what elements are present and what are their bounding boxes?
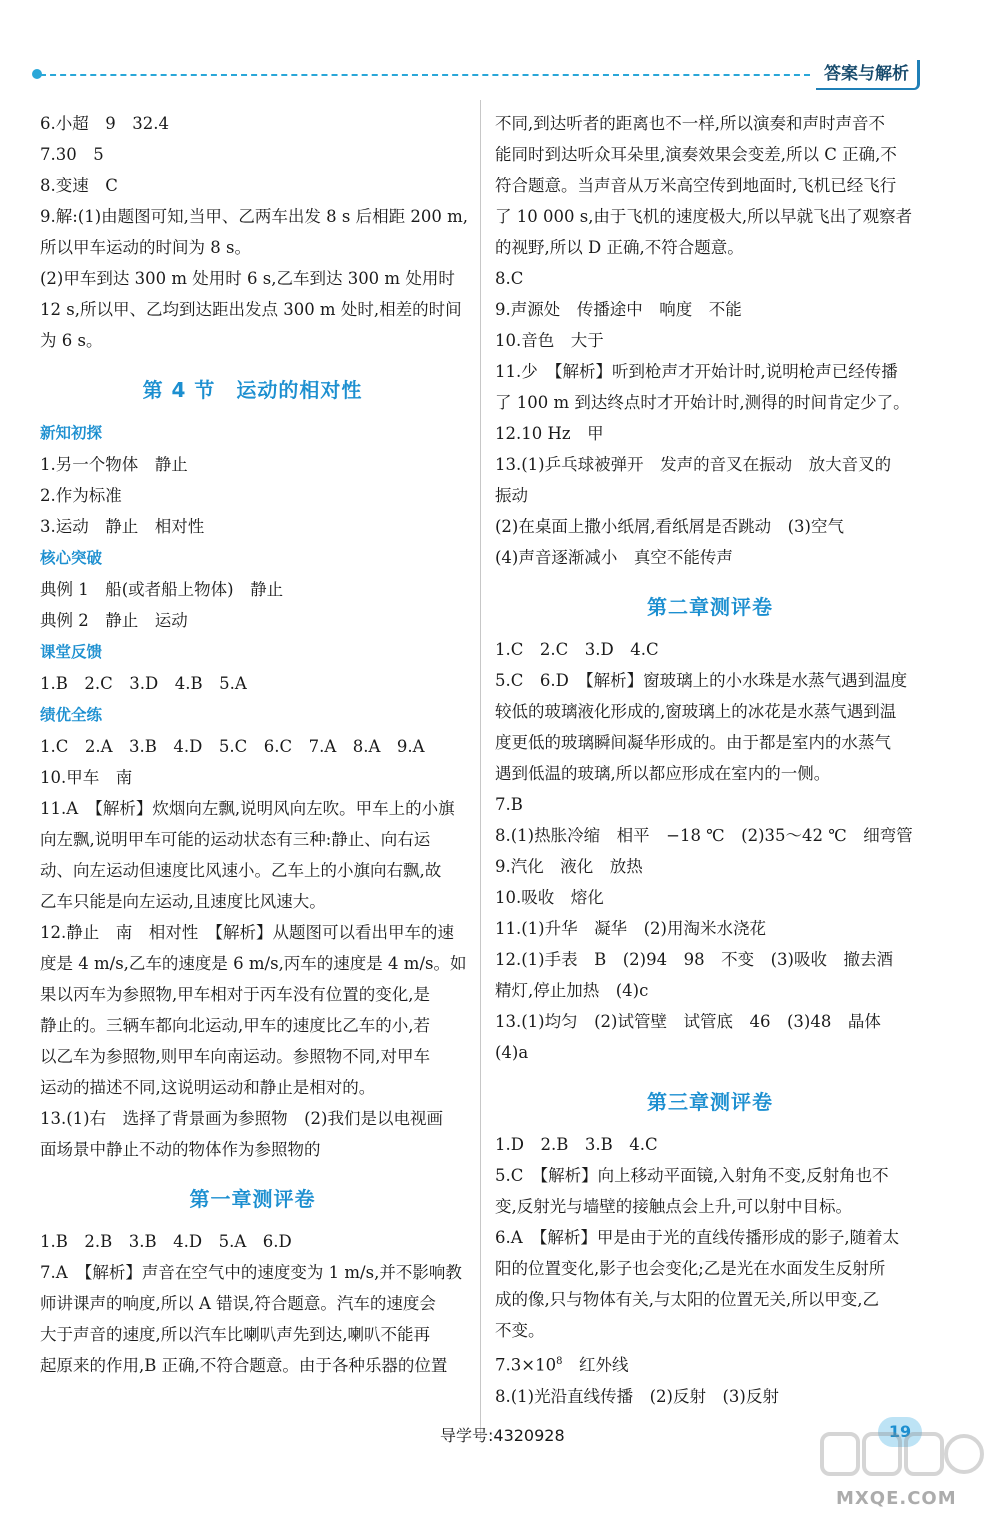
- answer-line: 6.小超 9 32.4: [40, 114, 169, 133]
- answer-line: 7.B: [495, 795, 523, 814]
- answer-line: (2)在桌面上撒小纸屑,看纸屑是否跳动 (3)空气: [495, 517, 844, 536]
- guide-number: 导学号:4320928: [440, 1426, 565, 1445]
- answer-line: 5.C 6.D 【解析】窗玻璃上的小水珠是水蒸气遇到温度: [495, 671, 908, 690]
- section-title: 第 4 节 运动的相对性: [142, 378, 363, 402]
- answer-line: 5.C 【解析】向上移动平面镜,入射角不变,反射角也不: [495, 1166, 889, 1185]
- watermark-text: MXQE.COM: [836, 1488, 957, 1509]
- exponent: 8: [556, 1356, 563, 1367]
- answer-line: 1.B 2.B 3.B 4.D 5.A 6.D: [40, 1232, 292, 1251]
- answers-block-top: [40, 108, 468, 356]
- answer-line: 起原来的作用,B 正确,不符合题意。由于各种乐器的位置: [40, 1356, 448, 1375]
- section-title: 第一章测评卷: [189, 1187, 316, 1211]
- answer-text: 红外线: [562, 1355, 629, 1375]
- subsection-heading: 课堂反馈: [40, 643, 103, 661]
- answer-line: 1.D 2.B 3.B 4.C: [495, 1135, 658, 1154]
- answer-line: 10.音色 大于: [495, 331, 604, 350]
- answer-line: 8.C: [495, 269, 524, 288]
- left-column: [40, 108, 468, 1381]
- answer-line: 6.A 【解析】甲是由于光的直线传播形成的影子,随着太: [495, 1228, 900, 1247]
- answer-line: 阳的位置变化,影子也会变化;乙是光在水面发生反射所: [495, 1259, 886, 1278]
- answer-line: 果以丙车为参照物,甲车相对于丙车没有位置的变化,是: [40, 985, 430, 1004]
- answer-line: 9.声源处 传播途中 响度 不能: [495, 300, 742, 319]
- answer-line: 1.B 2.C 3.D 4.B 5.A: [40, 674, 247, 693]
- answer-line: 不同,到达听者的距离也不一样,所以演奏和声时声音不: [495, 114, 885, 133]
- answer-line: 13.(1)右 选择了背景画为参照物 (2)我们是以电视画: [40, 1109, 443, 1128]
- answer-line: (2)甲车到达 300 m 处用时 6 s,乙车到达 300 m 处用时: [40, 269, 455, 288]
- answer-line: 运动的描述不同,这说明运动和静止是相对的。: [40, 1078, 376, 1097]
- answer-line: 9.解:(1)由题图可知,当甲、乙两车出发 8 s 后相距 200 m,: [40, 207, 468, 226]
- answer-line: 遇到低温的玻璃,所以都应形成在室内的一侧。: [495, 764, 831, 783]
- answer-line: (4)a: [495, 1043, 529, 1062]
- answer-line: 能同时到达听众耳朵里,演奏效果会变差,所以 C 正确,不: [495, 145, 897, 164]
- answer-line: 度更低的玻璃瞬间凝华形成的。由于都是室内的水蒸气: [495, 733, 891, 752]
- answer-line: 师讲课声的响度,所以 A 错误,符合题意。汽车的速度会: [40, 1294, 436, 1313]
- answer-line: 13.(1)均匀 (2)试管壁 试管底 46 (3)48 晶体: [495, 1012, 881, 1031]
- answer-line: 了 10 000 s,由于飞机的速度极大,所以早就飞出了观察者: [495, 207, 913, 226]
- answer-line: 度是 4 m/s,乙车的速度是 6 m/s,丙车的速度是 4 m/s。如: [40, 954, 467, 973]
- answer-line: 成的像,只与物体有关,与太阳的位置无关,所以甲变,乙: [495, 1290, 879, 1309]
- section-title: 第三章测评卷: [647, 1090, 773, 1114]
- answer-line: 1.C 2.C 3.D 4.C: [495, 640, 659, 659]
- answer-line: 典例 1 船(或者船上物体) 静止: [40, 580, 284, 599]
- answer-line: 8.(1)光沿直线传播 (2)反射 (3)反射: [495, 1386, 779, 1406]
- answer-line: 3.运动 静止 相对性: [40, 517, 205, 536]
- answer-line: 12.静止 南 相对性 【解析】从题图可以看出甲车的速: [40, 923, 454, 942]
- answer-line: 10.吸收 熔化: [495, 888, 604, 907]
- answer-line: 向左飘,说明甲车可能的运动状态有三种:静止、向右运: [40, 830, 431, 849]
- answer-line: 10.甲车 南: [40, 768, 133, 787]
- subsection-heading: 核心突破: [40, 549, 103, 567]
- page-number: 19: [878, 1417, 922, 1447]
- answer-line: 所以甲车运动的时间为 8 s。: [40, 238, 251, 257]
- answer-line: (4)声音逐渐减小 真空不能传声: [495, 548, 733, 567]
- answer-line: 静止的。三辆车都向北运动,甲车的速度比乙车的小,若: [40, 1016, 430, 1035]
- header-tag: 答案与解析: [816, 60, 920, 90]
- answer-line: 符合题意。当声音从万米高空传到地面时,飞机已经飞行: [495, 176, 897, 195]
- answer-line: 13.(1)乒乓球被弹开 发声的音叉在振动 放大音叉的: [495, 455, 892, 474]
- answer-line: 2.作为标准: [40, 486, 122, 505]
- answer-line: 了 100 m 到达终点时才开始计时,测得的时间肯定少了。: [495, 393, 910, 412]
- answer-line: 7.30 5: [40, 145, 104, 164]
- answer-line: 乙车只能是向左运动,且速度比风速大。: [40, 892, 326, 911]
- answer-line: 11.(1)升华 凝华 (2)用淘米水浇花: [495, 919, 766, 938]
- subsection-heading: 绩优全练: [40, 706, 103, 724]
- answer-line: 1.另一个物体 静止: [40, 455, 188, 474]
- answer-line: 的视野,所以 D 正确,不符合题意。: [495, 238, 744, 257]
- answer-line: 12.(1)手表 B (2)94 98 不变 (3)吸收 撤去酒: [495, 950, 893, 969]
- subsection-heading: 新知初探: [40, 424, 103, 442]
- column-divider: [480, 100, 481, 1440]
- answer-line: 12 s,所以甲、乙均到达距出发点 300 m 处时,相差的时间: [40, 300, 462, 319]
- answer-line: 1.C 2.A 3.B 4.D 5.C 6.C 7.A 8.A 9.A: [40, 737, 425, 756]
- answer-line: 8.变速 C: [40, 176, 118, 195]
- answer-line: 面场景中静止不动的物体作为参照物的: [40, 1140, 321, 1159]
- answer-text: 7.3×10: [495, 1355, 557, 1375]
- answer-line: 振动: [495, 486, 528, 505]
- answer-line: 9.汽化 液化 放热: [495, 857, 643, 876]
- answer-line: 变,反射光与墙壁的接触点会上升,可以射中目标。: [495, 1197, 852, 1216]
- answer-line: 精灯,停止加热 (4)c: [495, 981, 649, 1000]
- section-title: 第二章测评卷: [647, 595, 773, 619]
- header-dashed-line: [40, 74, 810, 76]
- answer-line: 大于声音的速度,所以汽车比喇叭声先到达,喇叭不能再: [40, 1325, 430, 1344]
- answer-line: 11.A 【解析】炊烟向左飘,说明风向左吹。甲车上的小旗: [40, 799, 455, 818]
- answer-line: 不变。: [495, 1321, 545, 1340]
- answer-line: [495, 1346, 925, 1381]
- answer-line: 为 6 s。: [40, 331, 103, 350]
- answer-line: 动、向左运动但速度比风速小。乙车上的小旗向右飘,故: [40, 861, 442, 880]
- answer-line: 7.A 【解析】声音在空气中的速度变为 1 m/s,并不影响教: [40, 1263, 462, 1282]
- answer-line: 11.少 【解析】听到枪声才开始计时,说明枪声已经传播: [495, 362, 898, 381]
- answer-line: 以乙车为参照物,则甲车向南运动。参照物不同,对甲车: [40, 1047, 430, 1066]
- answer-line: 8.(1)热胀冷缩 相平 −18 ℃ (2)35～42 ℃ 细弯管: [495, 826, 913, 845]
- answer-line: 较低的玻璃液化形成的,窗玻璃上的冰花是水蒸气遇到温: [495, 702, 897, 721]
- right-column: [495, 108, 925, 1412]
- answer-line: 典例 2 静止 运动: [40, 611, 188, 630]
- answer-line: 12.10 Hz 甲: [495, 424, 604, 443]
